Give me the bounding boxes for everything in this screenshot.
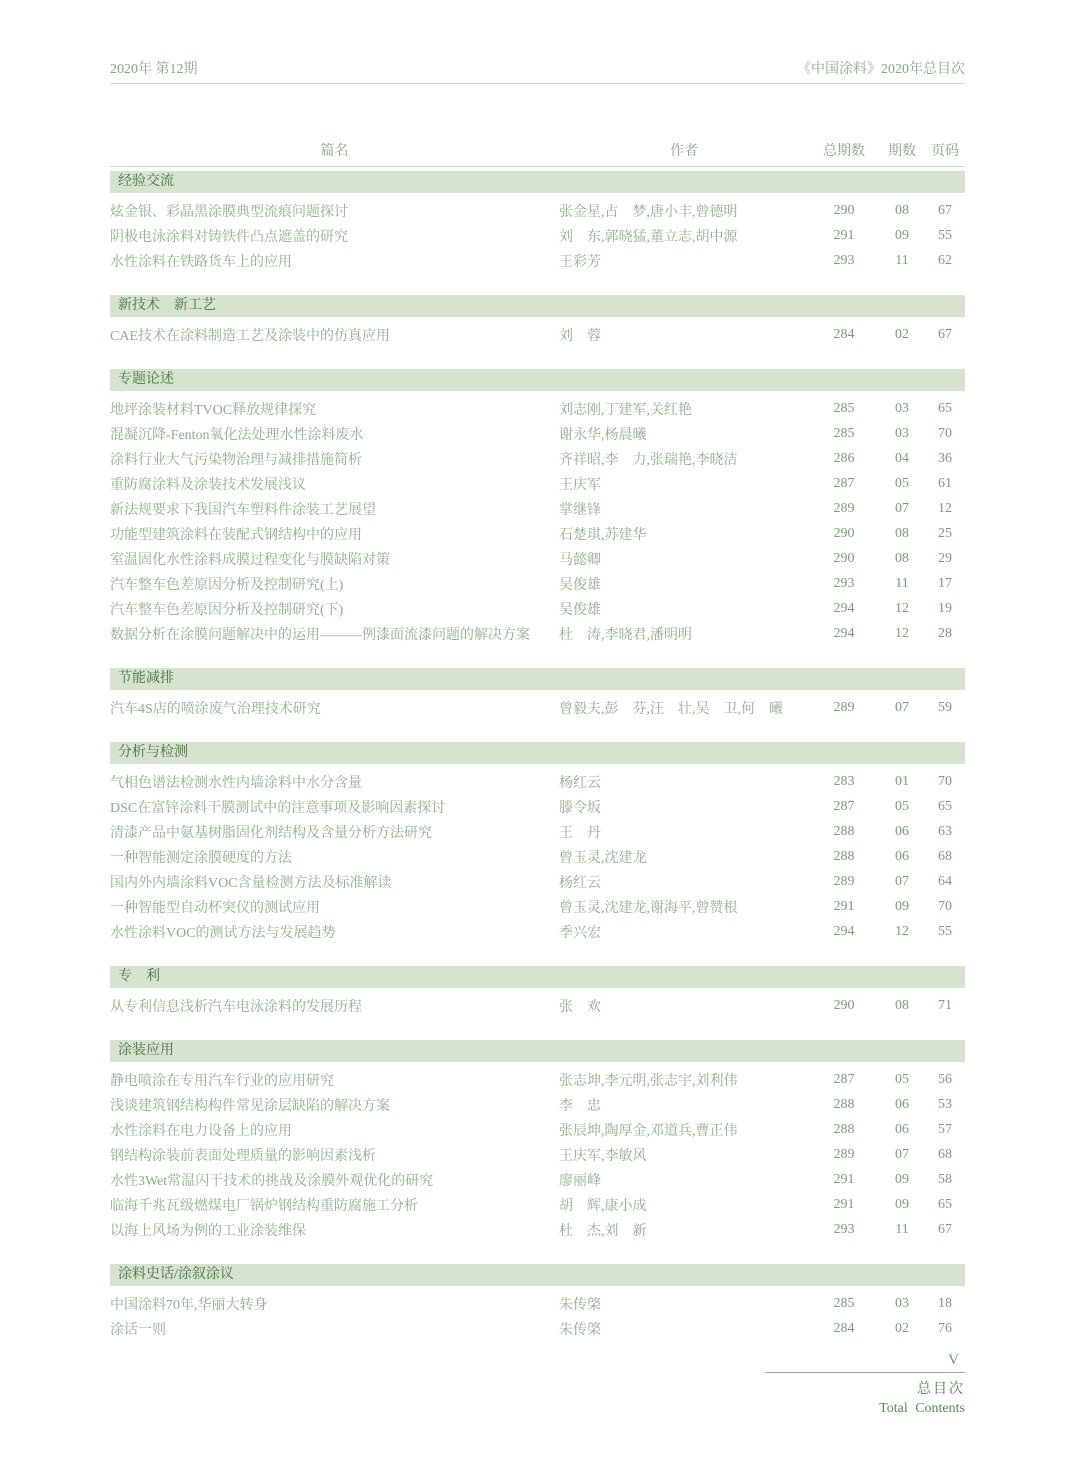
article-title: 钢结构涂装前表面处理质量的影响因素浅析 <box>110 1148 376 1164</box>
article-page: 25 <box>938 525 952 541</box>
header-divider <box>110 83 965 84</box>
section-rows <box>110 1291 965 1341</box>
section-header: 经验交流 <box>110 171 965 193</box>
article-authors: 朱传棨 <box>559 1297 601 1313</box>
article-authors: 吴俊雄 <box>559 602 601 618</box>
article-title: 从专利信息浅析汽车电泳涂料的发展历程 <box>110 999 362 1015</box>
article-page: 70 <box>938 773 952 789</box>
toc-sections <box>110 171 965 1341</box>
article-row <box>110 1316 965 1341</box>
article-row <box>110 496 965 521</box>
article-authors: 刘志刚,丁建军,关红艳 <box>559 402 692 418</box>
article-page: 62 <box>938 252 952 268</box>
article-authors: 刘 蓉 <box>559 328 601 344</box>
article-row <box>110 1167 965 1192</box>
section-header: 新技术 新工艺 <box>110 295 965 317</box>
article-authors: 王庆军 <box>559 477 601 493</box>
article-issue: 06 <box>895 1096 909 1112</box>
article-issue: 06 <box>895 1121 909 1137</box>
section-header: 涂料史话/涂叙涂议 <box>110 1264 965 1286</box>
article-row <box>110 869 965 894</box>
article-issue: 09 <box>895 898 909 914</box>
column-header-total-issue: 总期数 <box>823 144 865 159</box>
article-total-issue: 284 <box>833 1320 855 1336</box>
article-issue: 02 <box>895 1320 909 1336</box>
article-row <box>110 546 965 571</box>
article-page: 76 <box>938 1320 952 1336</box>
article-authors: 吴俊雄 <box>559 577 601 593</box>
article-row <box>110 621 965 646</box>
article-issue: 12 <box>895 923 909 939</box>
article-issue: 07 <box>895 1146 909 1162</box>
article-authors: 王彩芳 <box>559 254 601 270</box>
article-page: 65 <box>938 1196 952 1212</box>
article-page: 59 <box>938 699 952 715</box>
article-page: 64 <box>938 873 952 889</box>
article-issue: 07 <box>895 500 909 516</box>
section-rows <box>110 695 965 720</box>
article-title: 一种智能型自动杯突仪的测试应用 <box>110 900 320 916</box>
article-total-issue: 289 <box>833 699 855 715</box>
article-total-issue: 288 <box>833 823 855 839</box>
article-row <box>110 844 965 869</box>
article-title: 新法规要求下我国汽车塑料件涂装工艺展望 <box>110 502 376 518</box>
article-issue: 03 <box>895 1295 909 1311</box>
article-total-issue: 288 <box>833 1121 855 1137</box>
article-issue: 11 <box>895 252 909 268</box>
article-title: 汽车整车色差原因分析及控制研究(下) <box>110 602 344 618</box>
toc-section <box>110 668 965 720</box>
article-total-issue: 291 <box>833 898 855 914</box>
article-issue: 08 <box>895 202 909 218</box>
article-title: 水性涂料VOC的测试方法与发展趋势 <box>110 925 336 941</box>
section-header: 节能减排 <box>110 668 965 690</box>
article-issue: 01 <box>895 773 909 789</box>
footer-divider <box>765 1372 965 1373</box>
article-authors: 朱传棨 <box>559 1322 601 1338</box>
article-row <box>110 596 965 621</box>
article-page: 71 <box>938 997 952 1013</box>
article-total-issue: 293 <box>833 1221 855 1237</box>
article-page: 65 <box>938 798 952 814</box>
journal-index-page <box>110 0 965 1363</box>
article-row <box>110 794 965 819</box>
article-authors: 谢永华,杨晨曦 <box>559 427 647 443</box>
page-header <box>110 0 965 78</box>
article-row <box>110 446 965 471</box>
article-issue: 08 <box>895 525 909 541</box>
article-authors: 张 欢 <box>559 999 601 1015</box>
article-issue: 07 <box>895 873 909 889</box>
article-issue: 06 <box>895 848 909 864</box>
toc-section <box>110 1040 965 1242</box>
article-issue: 09 <box>895 1196 909 1212</box>
article-total-issue: 289 <box>833 500 855 516</box>
article-row <box>110 198 965 223</box>
article-total-issue: 291 <box>833 1171 855 1187</box>
article-total-issue: 294 <box>833 600 855 616</box>
article-title: 阴极电泳涂料对铸铁件凸点遮盖的研究 <box>110 229 348 245</box>
article-issue: 12 <box>895 600 909 616</box>
article-total-issue: 285 <box>833 400 855 416</box>
article-title: 室温固化水性涂料成膜过程变化与膜缺陷对策 <box>110 552 390 568</box>
article-row <box>110 695 965 720</box>
article-row <box>110 396 965 421</box>
article-page: 17 <box>938 575 952 591</box>
article-title: 汽车整车色差原因分析及控制研究(上) <box>110 577 344 593</box>
article-title: 气相色谱法检测水性内墙涂料中水分含量 <box>110 775 362 791</box>
article-title: 中国涂料70年,华丽大转身 <box>110 1297 268 1313</box>
article-page: 63 <box>938 823 952 839</box>
article-issue: 05 <box>895 475 909 491</box>
article-title: 临海千兆瓦级燃煤电厂锅炉钢结构重防腐施工分析 <box>110 1198 418 1214</box>
article-issue: 11 <box>895 575 909 591</box>
journal-annual-index-title: 《中国涂料》2020年总目次 <box>797 62 965 77</box>
article-page: 68 <box>938 848 952 864</box>
article-authors: 马懿卿 <box>559 552 601 568</box>
article-page: 57 <box>938 1121 952 1137</box>
article-authors: 刘 东,郭晓猛,董立志,胡中源 <box>559 229 738 245</box>
article-authors: 王 丹 <box>559 825 601 841</box>
article-page: 61 <box>938 475 952 491</box>
column-header-issue: 期数 <box>888 144 916 159</box>
article-issue: 09 <box>895 1171 909 1187</box>
footer-label-en: Total Contents <box>879 1401 965 1416</box>
article-authors: 曾玉灵,沈建龙 <box>559 850 647 866</box>
article-page: 65 <box>938 400 952 416</box>
article-authors: 滕令坂 <box>559 800 601 816</box>
article-authors: 曾玉灵,沈建龙,谢海平,曾赞根 <box>559 900 738 916</box>
article-row <box>110 322 965 347</box>
article-title: 一种智能测定涂膜硬度的方法 <box>110 850 292 866</box>
article-title: 汽车4S店的喷涂废气治理技术研究 <box>110 701 321 717</box>
article-total-issue: 289 <box>833 1146 855 1162</box>
article-page: 12 <box>938 500 952 516</box>
article-total-issue: 284 <box>833 326 855 342</box>
article-issue: 04 <box>895 450 909 466</box>
page-footer <box>765 1352 965 1417</box>
article-authors: 杨红云 <box>559 775 601 791</box>
article-page: 36 <box>938 450 952 466</box>
article-issue: 02 <box>895 326 909 342</box>
article-title: 地坪涂装材料TVOC释放规律探究 <box>110 402 317 418</box>
article-total-issue: 285 <box>833 425 855 441</box>
article-row <box>110 421 965 446</box>
article-row <box>110 571 965 596</box>
article-issue: 07 <box>895 699 909 715</box>
article-total-issue: 291 <box>833 227 855 243</box>
article-total-issue: 291 <box>833 1196 855 1212</box>
article-authors: 张辰坤,陶厚金,邓道兵,曹正伟 <box>559 1123 738 1139</box>
article-page: 29 <box>938 550 952 566</box>
article-title: 以海上风场为例的工业涂装维保 <box>110 1223 306 1239</box>
article-issue: 08 <box>895 997 909 1013</box>
toc-section <box>110 369 965 646</box>
article-total-issue: 287 <box>833 1071 855 1087</box>
article-total-issue: 285 <box>833 1295 855 1311</box>
article-title: 涂话一则 <box>110 1322 166 1338</box>
article-page: 68 <box>938 1146 952 1162</box>
article-page: 53 <box>938 1096 952 1112</box>
section-header: 分析与检测 <box>110 742 965 764</box>
table-column-headers <box>110 140 965 167</box>
article-title: 浅谈建筑钢结构构件常见涂层缺陷的解决方案 <box>110 1098 390 1114</box>
article-row <box>110 1067 965 1092</box>
section-rows <box>110 198 965 273</box>
article-row <box>110 1142 965 1167</box>
article-page: 67 <box>938 202 952 218</box>
article-page: 67 <box>938 1221 952 1237</box>
section-rows <box>110 769 965 944</box>
article-issue: 05 <box>895 798 909 814</box>
article-page: 28 <box>938 625 952 641</box>
article-title: 清漆产品中氨基树脂固化剂结构及含量分析方法研究 <box>110 825 432 841</box>
article-issue: 12 <box>895 625 909 641</box>
article-title: 国内外内墙涂料VOC含量检测方法及标准解读 <box>110 875 392 891</box>
article-row <box>110 1217 965 1242</box>
article-total-issue: 289 <box>833 873 855 889</box>
section-header: 专题论述 <box>110 369 965 391</box>
article-total-issue: 290 <box>833 997 855 1013</box>
article-page: 56 <box>938 1071 952 1087</box>
article-title: DSC在富锌涂料干膜测试中的注意事项及影响因素探讨 <box>110 800 446 816</box>
article-total-issue: 287 <box>833 475 855 491</box>
article-authors: 曾毅夫,彭 芬,汪 壮,吴 卫,何 曦 <box>559 701 783 717</box>
column-header-title: 篇名 <box>320 144 349 159</box>
article-total-issue: 293 <box>833 575 855 591</box>
article-total-issue: 288 <box>833 848 855 864</box>
article-authors: 杜 杰,刘 新 <box>559 1223 647 1239</box>
toc-section <box>110 295 965 347</box>
page-number: V <box>948 1352 959 1368</box>
article-title: 炫金银、彩晶黑涂膜典型流痕问题探讨 <box>110 204 348 220</box>
toc-section <box>110 1264 965 1341</box>
article-row <box>110 223 965 248</box>
article-total-issue: 294 <box>833 625 855 641</box>
article-authors: 廖丽峰 <box>559 1173 601 1189</box>
article-title: CAE技术在涂料制造工艺及涂装中的仿真应用 <box>110 328 390 344</box>
article-title: 水性涂料在铁路货车上的应用 <box>110 254 292 270</box>
article-row <box>110 471 965 496</box>
article-authors: 杜 涛,李晓君,潘明明 <box>559 627 692 643</box>
section-rows <box>110 993 965 1018</box>
article-authors: 掌继锋 <box>559 502 601 518</box>
article-title: 功能型建筑涂料在装配式钢结构中的应用 <box>110 527 362 543</box>
article-row <box>110 248 965 273</box>
article-total-issue: 288 <box>833 1096 855 1112</box>
issue-info: 2020年 第12期 <box>110 62 198 77</box>
article-total-issue: 294 <box>833 923 855 939</box>
article-title: 水性涂料在电力设备上的应用 <box>110 1123 292 1139</box>
article-issue: 03 <box>895 400 909 416</box>
article-page: 55 <box>938 923 952 939</box>
article-row <box>110 1291 965 1316</box>
article-row <box>110 894 965 919</box>
article-title: 重防腐涂料及涂装技术发展浅议 <box>110 477 306 493</box>
article-title: 混凝沉降-Fenton氧化法处理水性涂料废水 <box>110 427 364 443</box>
article-row <box>110 769 965 794</box>
article-authors: 李 忠 <box>559 1098 601 1114</box>
article-title: 数据分析在涂膜问题解决中的运用———例漆面流漆问题的解决方案 <box>110 627 530 643</box>
toc-section <box>110 742 965 944</box>
article-total-issue: 290 <box>833 202 855 218</box>
article-page: 18 <box>938 1295 952 1311</box>
section-header: 专 利 <box>110 966 965 988</box>
article-total-issue: 286 <box>833 450 855 466</box>
article-total-issue: 293 <box>833 252 855 268</box>
section-rows <box>110 322 965 347</box>
article-authors: 季兴宏 <box>559 925 601 941</box>
footer-label-cn: 总目次 <box>917 1382 965 1397</box>
article-issue: 11 <box>895 1221 909 1237</box>
article-authors: 齐祥昭,李 力,张瑞艳,李晓洁 <box>559 452 738 468</box>
article-row <box>110 1192 965 1217</box>
toc-section <box>110 171 965 273</box>
article-row <box>110 521 965 546</box>
article-page: 67 <box>938 326 952 342</box>
article-row <box>110 1092 965 1117</box>
article-page: 70 <box>938 898 952 914</box>
article-authors: 张金星,占 梦,唐小丰,曾德明 <box>559 204 738 220</box>
article-row <box>110 819 965 844</box>
article-issue: 03 <box>895 425 909 441</box>
article-page: 70 <box>938 425 952 441</box>
article-page: 19 <box>938 600 952 616</box>
article-authors: 张志坤,李元明,张志宇,刘利伟 <box>559 1073 738 1089</box>
section-rows <box>110 1067 965 1242</box>
article-total-issue: 290 <box>833 525 855 541</box>
article-title: 涂料行业大气污染物治理与减排措施简析 <box>110 452 362 468</box>
article-total-issue: 287 <box>833 798 855 814</box>
article-row <box>110 993 965 1018</box>
article-title: 水性3Wet常温闪干技术的挑战及涂膜外观优化的研究 <box>110 1173 434 1189</box>
article-page: 55 <box>938 227 952 243</box>
article-authors: 杨红云 <box>559 875 601 891</box>
article-title: 静电喷涂在专用汽车行业的应用研究 <box>110 1073 334 1089</box>
column-header-page: 页码 <box>931 144 959 159</box>
toc-section <box>110 966 965 1018</box>
article-total-issue: 283 <box>833 773 855 789</box>
column-header-author: 作者 <box>670 144 698 159</box>
article-authors: 胡 辉,康小成 <box>559 1198 647 1214</box>
article-issue: 06 <box>895 823 909 839</box>
article-total-issue: 290 <box>833 550 855 566</box>
article-issue: 05 <box>895 1071 909 1087</box>
article-authors: 王庆军,李敏风 <box>559 1148 647 1164</box>
article-row <box>110 919 965 944</box>
article-authors: 石楚琪,苏建华 <box>559 527 647 543</box>
article-issue: 08 <box>895 550 909 566</box>
article-issue: 09 <box>895 227 909 243</box>
section-header: 涂装应用 <box>110 1040 965 1062</box>
article-row <box>110 1117 965 1142</box>
article-page: 58 <box>938 1171 952 1187</box>
section-rows <box>110 396 965 646</box>
